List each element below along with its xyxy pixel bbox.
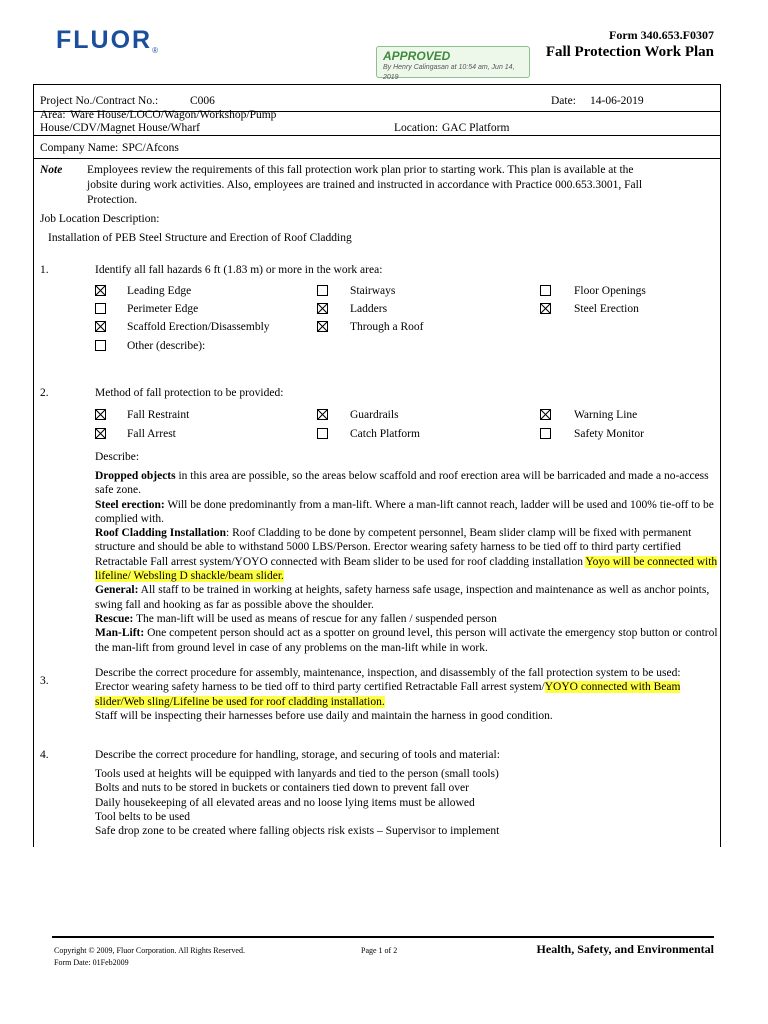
hazard-label: Ladders	[350, 303, 388, 315]
job-location-label: Job Location Description:	[40, 213, 160, 225]
note-line1: Employees review the requirements of this fall protection work plan prior to starting work. This plan is available at the	[87, 164, 634, 176]
section2-question: Method of fall protection to be provided:	[95, 387, 284, 399]
section4-number: 4.	[40, 749, 49, 761]
approved-stamp	[376, 46, 530, 81]
section3-answer: Erector wearing safety harness to be tied off to third party certified Retractable Fall arrest system/YOYO connected with Beam slider/Web sling/Lifeline be used for roof cladding installation.	[95, 681, 681, 708]
hazard-label: Leading Edge	[127, 285, 192, 297]
divider	[34, 158, 720, 159]
project-label: Project No./Contract No.:	[40, 95, 159, 107]
note-line3: Protection.	[87, 194, 138, 206]
area-line2: House/CDV/Magnet House/Wharf	[40, 122, 201, 134]
note-line2: jobsite during work activities. Also, employees are trained and instructed in accordance with Practice 000.653.3001, Fall	[87, 179, 643, 191]
hazard-label: Other (describe):	[127, 340, 206, 352]
date-value: 14-06-2019	[590, 95, 644, 107]
section2-number: 2.	[40, 387, 49, 399]
hazard-label: Perimeter Edge	[127, 303, 199, 315]
hazard-label: Steel Erection	[574, 303, 639, 315]
checkbox-perimeter-edge[interactable]	[95, 303, 106, 314]
note-label: Note	[40, 164, 63, 176]
dropped-objects-paragraph: Dropped objects in this area are possible, so the areas below scaffold and roof erection area will be barricaded and made a no-access safe zone.	[95, 470, 709, 497]
method-label: Fall Restraint	[127, 409, 190, 421]
highlighted-text: YOYO connected with Beam slider/Web sling/Lifeline be used for roof cladding installation.	[95, 681, 681, 708]
company-value: SPC/Afcons	[122, 142, 179, 154]
method-label: Warning Line	[574, 409, 638, 421]
man-lift-paragraph: Man-Lift: One competent person should act as a spotter on ground level, this person will activate the emergency stop button or control the man-lift from ground level in case of any problems on the man-lift while in work.	[95, 627, 718, 654]
section3-answer-2: Staff will be inspecting their harnesses before use daily and maintain the harness in good condition.	[95, 709, 553, 722]
section3-body	[95, 666, 719, 723]
divider	[34, 135, 720, 136]
section1-question: Identify all fall hazards 6 ft (1.83 m) or more in the work area:	[95, 264, 383, 276]
section4-body	[95, 767, 719, 838]
hazard-label: Scaffold Erection/Disassembly	[127, 321, 270, 333]
checkbox-warning-line[interactable]	[540, 409, 551, 420]
checkbox-leading-edge[interactable]	[95, 285, 106, 296]
describe-body	[95, 469, 719, 655]
checkbox-steel-erection[interactable]	[540, 303, 551, 314]
steel-erection-paragraph: Steel erection: Will be done predominantly from a man-lift. Where a man-lift cannot reach, ladder will be used and 100% tie-off to be complied with.	[95, 498, 714, 525]
hazard-label: Through a Roof	[350, 321, 424, 333]
checkbox-ladders[interactable]	[317, 303, 328, 314]
method-label: Safety Monitor	[574, 428, 644, 440]
area-line1: Ware House/LOCO/Wagon/Workshop/Pump	[70, 109, 277, 121]
checkbox-floor-openings[interactable]	[540, 285, 551, 296]
form-number: Form 340.653.F0307	[609, 28, 714, 42]
checkbox-fall-restraint[interactable]	[95, 409, 106, 420]
hazard-label: Floor Openings	[574, 285, 646, 297]
checkbox-safety-monitor[interactable]	[540, 428, 551, 439]
stamp-title: APPROVED	[383, 49, 451, 63]
describe-label: Describe:	[95, 451, 140, 463]
highlighted-text: Yoyo will be connected with lifeline/ Websling D shackle/beam slider.	[95, 555, 718, 583]
project-value: C006	[190, 95, 215, 107]
list-item: Tools used at heights will be equipped with lanyards and tied to the person (small tools)	[95, 768, 499, 780]
section1-number: 1.	[40, 264, 49, 276]
list-item: Daily housekeeping of all elevated areas and no loose lying items must be allowed	[95, 796, 475, 809]
location-value: GAC Platform	[442, 122, 510, 134]
checkbox-through-roof[interactable]	[317, 321, 328, 332]
checkbox-stairways[interactable]	[317, 285, 328, 296]
list-item: Safe drop zone to be created where falling objects risk exists – Supervisor to implement	[95, 825, 500, 838]
checkbox-other[interactable]	[95, 340, 106, 351]
checkbox-guardrails[interactable]	[317, 409, 328, 420]
general-paragraph: General: All staff to be trained in working at heights, safety harness safe usage, inspection and maintenance as well as anchor points, swing fall and hooking as far as possible above the shoulder.	[95, 584, 710, 611]
checkbox-fall-arrest[interactable]	[95, 428, 106, 439]
company-label: Company Name:	[40, 142, 119, 154]
page-number: Page 1 of 2	[361, 946, 398, 955]
form-date: Form Date: 01Feb2009	[54, 958, 129, 967]
list-item: Tool belts to be used	[95, 810, 191, 823]
area-label: Area:	[40, 109, 66, 121]
section3-number: 3.	[40, 675, 49, 687]
stamp-detail: By Henry Calingasan at 10:54 am, Jun 14, 2019	[383, 64, 515, 81]
copyright: Copyright © 2009, Fluor Corporation. All Rights Reserved.	[54, 946, 245, 955]
rescue-paragraph: Rescue: The man-lift will be used as means of rescue for any fallen / suspended person	[95, 612, 497, 625]
form-title: Fall Protection Work Plan	[545, 44, 714, 60]
date-label: Date:	[551, 95, 576, 107]
checkbox-scaffold-erection[interactable]	[95, 321, 106, 332]
method-label: Fall Arrest	[127, 428, 176, 440]
department-label: Health, Safety, and Environmental	[536, 942, 714, 956]
roof-cladding-paragraph: Roof Cladding Installation: Roof Cladding to be done by competent personnel, Beam slider clamp will be fixed with permanent structure and should be able to withstand 5000 LBS/Person. Erector wearing safety harness to be tied off to third party certified Retractable Fall arrest system/YOYO connected with Beam slider to be used for roof cladding installation Yoyo will be connected with lifeline/ Websling D shackle/beam slider.	[95, 527, 718, 583]
footer-divider	[52, 936, 714, 938]
fluor-logo: FLUOR®	[56, 26, 159, 55]
section4-question: Describe the correct procedure for handling, storage, and securing of tools and material:	[95, 749, 500, 761]
hazard-label: Stairways	[350, 285, 396, 297]
method-label: Guardrails	[350, 409, 399, 421]
method-label: Catch Platform	[350, 428, 420, 440]
location-label: Location:	[394, 122, 439, 134]
job-location-value: Installation of PEB Steel Structure and Erection of Roof Cladding	[48, 232, 352, 244]
list-item: Bolts and nuts to be stored in buckets or containers tied down to prevent fall over	[95, 782, 469, 795]
checkbox-catch-platform[interactable]	[317, 428, 328, 439]
section3-question: Describe the correct procedure for assembly, maintenance, inspection, and disassembly of the fall protection system to be used:	[95, 667, 681, 679]
